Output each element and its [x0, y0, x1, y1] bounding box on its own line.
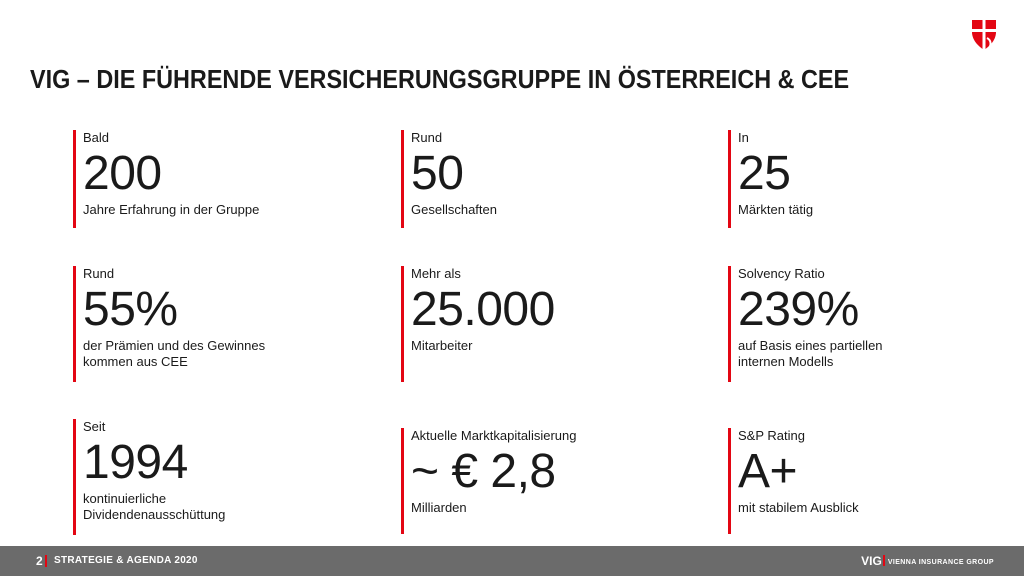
stat-description: Märkten tätig: [738, 202, 814, 217]
brand-name: VIG: [861, 554, 882, 568]
stat-prefix: In: [738, 130, 749, 145]
stat-value: 25: [738, 147, 791, 200]
stat-prefix: Mehr als: [411, 266, 461, 281]
page-number: 2: [36, 554, 43, 568]
page-title: VIG – DIE FÜHRENDE VERSICHERUNGSGRUPPE IN ÖSTERREICH & CEE: [30, 64, 850, 94]
stat-description: Gesellschaften: [411, 202, 497, 217]
stat-value: 1994: [83, 436, 188, 489]
stat-card-cee-share: [73, 266, 353, 382]
stat-description: auf Basis eines partiellen internen Modells: [738, 338, 883, 369]
stat-value: 55%: [83, 283, 178, 336]
stat-card-markets: [728, 130, 1008, 228]
stat-description: Jahre Erfahrung in der Gruppe: [83, 202, 260, 217]
stat-prefix: Seit: [83, 419, 106, 434]
stat-prefix: Solvency Ratio: [738, 266, 825, 281]
stat-prefix: Rund: [411, 130, 443, 145]
stat-card-rating: [728, 428, 1008, 534]
brand-wordmark: [861, 554, 994, 568]
footer-bar: [0, 546, 1024, 576]
stat-card-companies: [401, 130, 681, 228]
stat-description: der Prämien und des Gewinnes kommen aus CEE: [83, 338, 266, 369]
stat-prefix: Rund: [83, 266, 115, 281]
stat-card-dividend: [73, 419, 353, 535]
stat-value: A+: [738, 445, 798, 498]
stat-description: Mitarbeiter: [411, 338, 473, 353]
section-label: STRATEGIE & AGENDA 2020: [54, 555, 198, 566]
divider: [883, 555, 885, 566]
stat-card-market-cap: [401, 428, 681, 534]
stat-card-years: [73, 130, 353, 228]
stat-value: 200: [83, 147, 162, 200]
stat-prefix: Bald: [83, 130, 110, 145]
stat-card-employees: [401, 266, 681, 382]
stat-value: 25.000: [411, 283, 555, 336]
stat-prefix: S&P Rating: [738, 428, 805, 443]
stat-value: 239%: [738, 283, 859, 336]
stat-card-solvency: [728, 266, 1008, 382]
vig-shield-logo-icon: [971, 18, 997, 52]
stat-description: kontinuierliche Dividendenausschüttung: [83, 491, 226, 522]
stat-value: 50: [411, 147, 464, 200]
divider: [45, 555, 47, 567]
stat-description: mit stabilem Ausblick: [738, 500, 859, 515]
stat-prefix: Aktuelle Marktkapitalisierung: [411, 428, 577, 443]
brand-subtitle: VIENNA INSURANCE GROUP: [887, 559, 994, 566]
stat-description: Milliarden: [411, 500, 467, 515]
stat-value: ~ € 2,8: [411, 445, 556, 498]
